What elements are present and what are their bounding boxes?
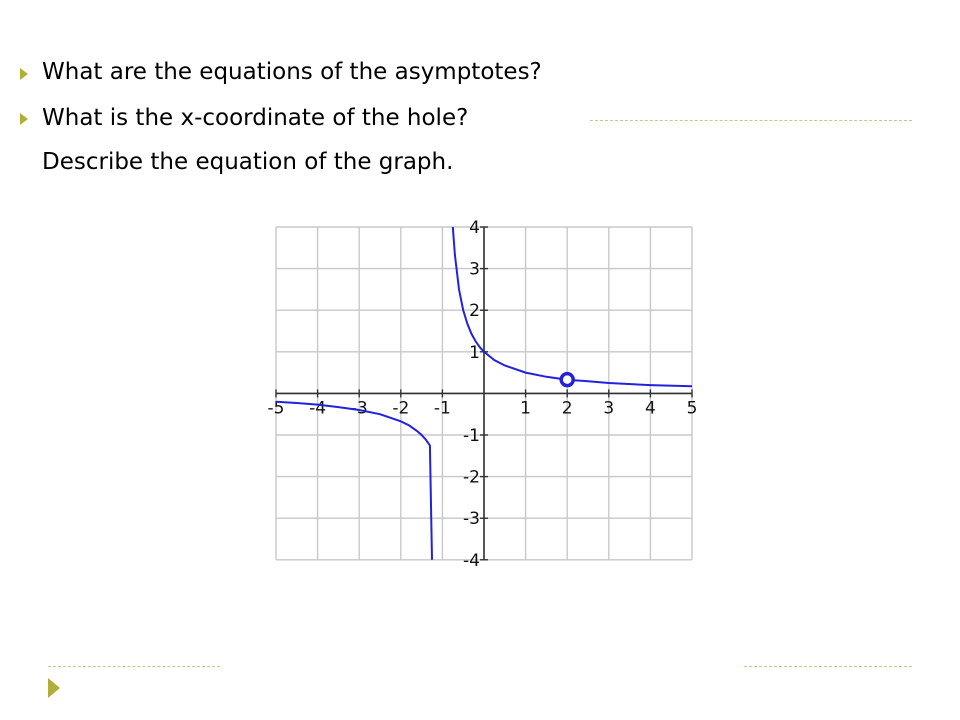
y-tick-label: -1 (463, 426, 480, 446)
x-tick-label: -5 (267, 398, 285, 419)
divider-bottom-left (48, 666, 220, 667)
x-tick-label: -4 (309, 398, 327, 419)
y-tick-label: -2 (463, 467, 480, 488)
y-tick-label: 1 (469, 342, 480, 363)
y-tick-label: 4 (469, 218, 480, 238)
divider-bottom-right (744, 666, 912, 667)
x-tick-label: 2 (561, 398, 573, 419)
x-tick-label: -2 (392, 398, 410, 419)
x-tick-label: 5 (686, 398, 698, 419)
x-tick-label: -3 (350, 398, 368, 419)
bullet-arrow-icon (20, 68, 28, 80)
question-asymptotes: What are the equations of the asymptotes? (42, 59, 542, 85)
question-equation: Describe the equation of the graph. (42, 149, 454, 175)
x-tick-label: 4 (644, 398, 656, 419)
hole-point (561, 374, 573, 386)
y-tick-label: 3 (469, 259, 480, 280)
rational-function-graph (256, 212, 716, 657)
x-tick-label: -1 (433, 398, 451, 419)
footer-arrow-icon (48, 678, 60, 698)
y-tick-label: -3 (463, 509, 480, 530)
function-curve-branch (453, 227, 692, 386)
y-tick-label: 2 (469, 301, 480, 322)
x-tick-label: 3 (603, 398, 615, 419)
divider-top (590, 120, 912, 121)
question-hole: What is the x-coordinate of the hole? (42, 105, 469, 131)
y-tick-label: -4 (463, 550, 480, 571)
function-curve-branch (276, 402, 432, 560)
x-tick-label: 1 (520, 398, 532, 419)
bullet-arrow-icon (20, 113, 28, 125)
